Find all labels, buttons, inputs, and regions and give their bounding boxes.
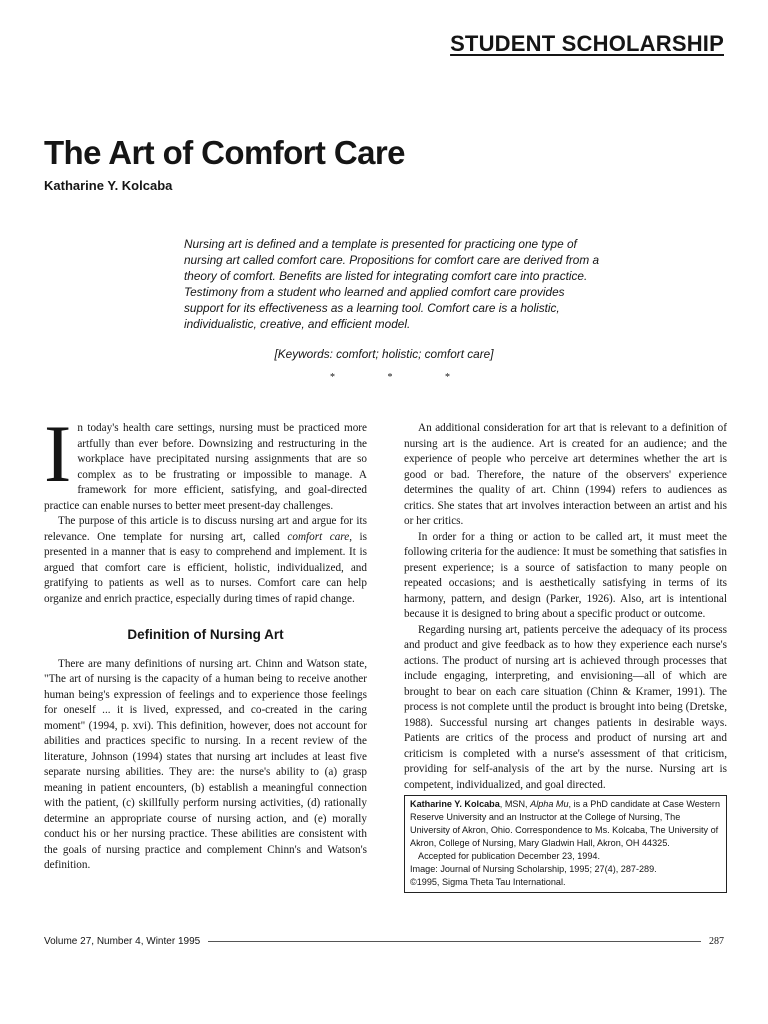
author-note-box: [404, 795, 727, 893]
right-column: [404, 421, 727, 893]
article-author: Katharine Y. Kolcaba: [44, 178, 173, 193]
section-heading: Definition of Nursing Art: [127, 627, 284, 642]
separator-star: *: [387, 372, 393, 383]
drop-cap: I: [44, 408, 72, 499]
accepted-date: Accepted for publication December 23, 1994.: [418, 851, 600, 861]
purpose-text-emphasis: comfort care: [287, 530, 350, 543]
page-footer: [44, 936, 724, 947]
separator-star: *: [445, 372, 450, 383]
criteria-paragraph: In order for a thing or action to be called art, it must meet the following criteria for the audience: It must be something that satisfies in present experience; is a source of satisfaction to many people on repeated occasions; and is aesthetically satisfying in terms of its harmony, pattern, and design (Parker, 1926). Also, art is intentional because it is designed to bring about a specific product or outcome.: [404, 530, 727, 620]
section-separator: [330, 372, 450, 383]
section-label: STUDENT SCHOLARSHIP: [450, 31, 724, 56]
footer-rule: [208, 941, 701, 942]
left-column: [44, 408, 368, 874]
author-bio: [410, 798, 722, 850]
purpose-paragraph: [44, 514, 367, 607]
abstract: Nursing art is defined and a template is presented for practicing one type of nursing art called comfort care. Propositions for comfort care are derived from a theory of comfort. Benefits are listed for integrating comfort care into practice. Testimony from a student who learned and applied comfort care provides support for its effectiveness as a learning tool. Comfort care is a holistic, individualistic, creative, and efficient model.: [184, 237, 600, 332]
page-number: 287: [709, 936, 724, 947]
nursing-art-paragraph: Regarding nursing art, patients perceive the adequacy of its process and product and give feedback as to how they experience each nurse's actions. The product of nursing art is achieved through processes that include engaging, interpreting, and envisioning—all of which are brought to bear on each care situation (Chinn & Kramer, 1991). The process is not complete until the product is brought into being (Dretske, 1988). Successful nursing art changes patients in desirable ways. Patients are critics of the process and product of nursing art and criticism is completed with a nurse's assessment of that criticism, providing for self-analysis of the art by the nurse. Nursing art is competent, individualized, and goal directed.: [404, 623, 727, 791]
author-note-text-end: , is a PhD candidate at Case Western Reserve University and an Instructor at the College of Nursing, The University of Akron, Ohio. Correspondence to Ms. Kolcaba, The University of Akron, College of Nursing, Mary Gladwin Hall, Akron, OH 44325.: [410, 799, 721, 848]
keywords: [Keywords: comfort; holistic; comfort care]: [274, 347, 494, 361]
footer-volume: Volume 27, Number 4, Winter 1995: [44, 936, 201, 947]
audience-paragraph: An additional consideration for art that is relevant to a definition of nursing art is the audience. Art is created for an audience; and the experience of people who perceive art determines whether the art is good or bad. Therefore, the nature of the observers' experience determines the quality of art. Chinn (1994) refers to audiences as critics. She states that art involves interaction between an artist and his or her critics.: [404, 422, 727, 527]
separator-star: *: [330, 372, 335, 383]
copyright: ©1995, Sigma Theta Tau International.: [410, 877, 566, 887]
purpose-text-end: , is presented in a manner that is easy to comprehend and implement. It is argued that comfort care is efficient, holistic, individualized, and gratifying to patients as well as to nurses. Comfort care can help organize and enrich practice, especially during times of rapid change.: [44, 530, 368, 605]
definition-paragraph: There are many definitions of nursing art. Chinn and Watson state, "The art of nursing is the capacity of a human being to receive another human being's expression of feelings and to experience those feelings for oneself ... it is lived, expressed, and co-created in the caring moment" (1994, p. xvi). This definition, however, does not account for abilities and practices specific to nursing. In a recent review of the literature, Johnson (1994) states that nursing art includes at least five separate nursing abilities. They are: the nurse's ability to (a) grasp meaning in patient encounters, (b) establish a meaningful connection with the patient, (c) skillfully perform nursing activities, (d) rationally determine an appropriate course of nursing action, and (e) morally conduct his or her nursing practice. These abilities are consistent with the goals of nursing practice and complement Chinn's and Watson's definition.: [44, 657, 367, 871]
author-note-honor: Alpha Mu: [530, 799, 569, 809]
intro-paragraph: [44, 408, 367, 514]
image-credit: Image: Journal of Nursing Scholarship, 1995; 27(4), 287-289.: [410, 864, 657, 874]
article-title: The Art of Comfort Care: [44, 134, 405, 171]
purpose-text-start: The purpose of this article is to discuss nursing art and argue for its relevance. One template for nursing art, called: [44, 515, 367, 543]
author-note-text-start: , MSN,: [499, 799, 531, 809]
author-note-name: Katharine Y. Kolcaba: [410, 799, 500, 809]
intro-text: n today's health care settings, nursing must be practiced more artfully than ever before. Downsizing and restructuring in the workplace have precipitated nursing assignments that are so complex as to be frustrating or impossible to manage. A framework for more efficient, satisfying, and goal-directed practice can enable nurses to better meet present-day challenges.: [44, 422, 367, 512]
